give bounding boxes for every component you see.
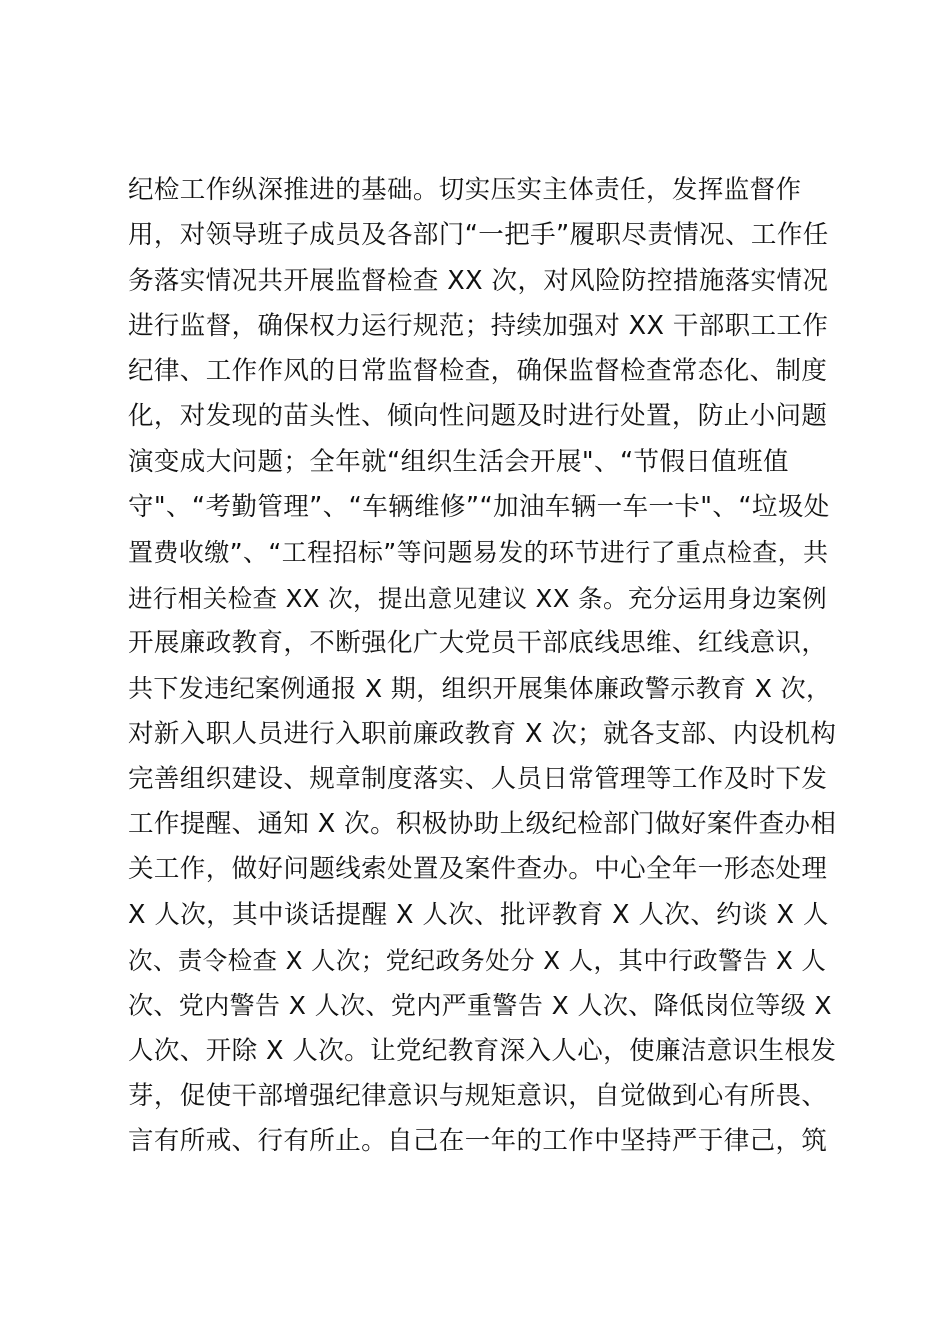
text-line: 纪检工作纵深推进的基础。切实压实主体责任，发挥监督作 xyxy=(128,175,802,205)
text-line: 守"、“考勤管理”、“车辆维修”“加油车辆一车一卡"、“垃圾处 xyxy=(128,492,830,523)
text-line: 次、党内警告 X 人次、党内严重警告 X 人次、降低岗位等级 X xyxy=(128,991,832,1021)
text-line: 完善组织建设、规章制度落实、人员日常管理等工作及时下发 xyxy=(128,763,828,794)
text-line: 开展廉政教育，不断强化广大党员干部底线思维、红线意识， xyxy=(128,627,828,658)
text-line: 纪律、工作作风的日常监督检查，确保监督检查常态化、制度 xyxy=(128,356,828,387)
text-line: 芽，促使干部增强纪律意识与规矩意识，自觉做到心有所畏、 xyxy=(128,1080,828,1111)
text-line: 用，对领导班子成员及各部门“一把手”履职尽责情况、工作任 xyxy=(128,220,829,251)
text-line: 化，对发现的苗头性、倾向性问题及时进行处置，防止小问题 xyxy=(128,401,828,432)
text-line: 进行监督，确保权力运行规范；持续加强对 XX 干部职工工作 xyxy=(128,310,829,341)
body-paragraph xyxy=(128,168,838,1165)
text-line: 置费收缴”、“工程招标”等问题易发的环节进行了重点检查，共 xyxy=(128,538,829,568)
text-line: 言有所戒、行有所止。自己在一年的工作中坚持严于律己，筑 xyxy=(128,1126,828,1157)
text-line: 人次、开除 X 人次。让党纪教育深入人心，使廉洁意识生根发 xyxy=(128,1035,837,1066)
text-line: 次、责令检查 X 人次；党纪政务处分 X 人，其中行政警告 X 人 xyxy=(128,946,827,976)
text-line: 关工作，做好问题线索处置及案件查办。中心全年一形态处理 xyxy=(128,854,828,885)
text-line: 演变成大问题；全年就“组织生活会开展"、“节假日值班值 xyxy=(128,446,789,477)
text-line: 进行相关检查 XX 次，提出意见建议 XX 条。充分运用身边案例 xyxy=(128,583,828,613)
text-line: 工作提醒、通知 X 次。积极协助上级纪检部门做好案件查办相 xyxy=(128,809,837,840)
text-line: 务落实情况共开展监督检查 XX 次，对风险防控措施落实情况 xyxy=(128,265,829,296)
text-line: X 人次，其中谈话提醒 X 人次、批评教育 X 人次、约谈 X 人 xyxy=(128,899,829,930)
text-line: 共下发违纪案例通报 X 期，组织开展集体廉政警示教育 X 次， xyxy=(128,674,832,704)
text-line: 对新入职人员进行入职前廉政教育 X 次；就各支部、内设机构 xyxy=(128,718,837,749)
